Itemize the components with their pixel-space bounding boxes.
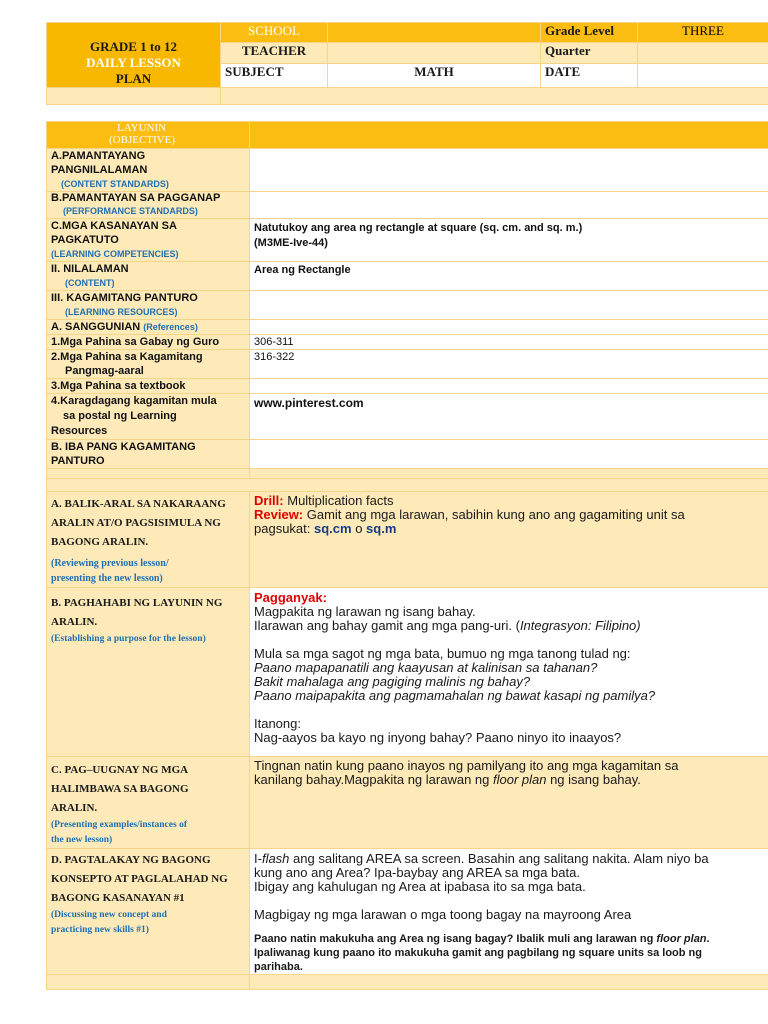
references-value[interactable]	[250, 320, 768, 335]
row-sublabel: (Discussing new concept and	[51, 910, 167, 920]
review-previous-lesson-content[interactable]	[250, 492, 768, 588]
row-label: Pangmag-aaral	[65, 365, 144, 377]
example-line-1: Tingnan natin kung paano inayos ng pamilyang ito ang mga kagamitan sa	[254, 758, 679, 773]
content-standards-value[interactable]	[250, 149, 768, 192]
header-table	[46, 22, 768, 105]
example-line-2c: ng isang bahay.	[546, 772, 641, 787]
teacher-label: TEACHER	[221, 43, 328, 63]
discussing-new-concept-content[interactable]	[250, 849, 768, 975]
row-sublabel: (PERFORMANCE STANDARDS)	[63, 206, 198, 216]
concept-line-5c: .	[706, 933, 710, 945]
learner-material-pages-value[interactable]: 316-322	[250, 350, 768, 379]
row-label: PAGKATUTO	[51, 234, 119, 246]
procedure-table	[46, 478, 768, 990]
teacher-guide-pages-label: 1.Mga Pahina sa Gabay ng Guro	[47, 335, 250, 350]
content-standards-label	[47, 149, 250, 192]
procedure-bottom-spacer-left	[47, 975, 250, 990]
review-text-2: pagsukat:	[254, 521, 314, 536]
learning-competencies-label	[47, 219, 250, 262]
title-line-3: PLAN	[115, 71, 152, 86]
content-value[interactable]: Area ng Rectangle	[250, 262, 768, 291]
row-label: 4.Karagdagang kagamitan mula	[51, 395, 217, 407]
learning-resources-value[interactable]	[250, 291, 768, 320]
motivation-line-2a: Ilarawan ang bahay gamit ang mga pang-uri. (	[254, 618, 520, 633]
review-label: Review:	[254, 507, 304, 522]
row-label: Resources	[51, 425, 108, 437]
row-label: PANTURO	[51, 455, 105, 467]
row-label: ARALIN.	[51, 616, 98, 628]
motivation-line-2b: Integrasyon: Filipino)	[519, 618, 641, 633]
concept-line-6: Ipaliwanag kung paano ito makukuha gamit ang pagbilang ng square units sa loob ng	[254, 947, 702, 959]
subject-value[interactable]: MATH	[328, 63, 541, 87]
row-label: PANGNILALAMAN	[51, 164, 148, 176]
row-sublabel: (Establishing a purpose for the lesson)	[51, 634, 206, 644]
row-sublabel: presenting the new lesson)	[51, 573, 163, 584]
drill-text: Multiplication facts	[283, 493, 394, 508]
concept-line-1b: flash	[261, 851, 290, 866]
teacher-guide-pages-value[interactable]: 306-311	[250, 335, 768, 350]
row-label: KONSEPTO AT PAGLALAHAD NG	[51, 873, 228, 885]
row-sublabel: practicing new skills #1)	[51, 925, 149, 935]
date-label: DATE	[541, 63, 638, 87]
quarter-label: Quarter	[541, 43, 638, 63]
discussing-new-concept-label	[47, 849, 250, 975]
competency-code: (M3ME-Ive-44)	[254, 237, 328, 249]
row-label: A. BALIK-ARAL SA NAKARAANG	[51, 498, 226, 510]
objective-heading-line2: (OBJECTIVE)	[109, 134, 175, 146]
concept-line-1c: ang salitang AREA sa screen. Basahin ang salitang nakita. Alam niyo ba	[289, 851, 709, 866]
row-label: sa postal ng Learning	[63, 410, 177, 422]
header-spacer-left	[47, 88, 221, 105]
row-label: D. PAGTALAKAY NG BAGONG	[51, 854, 211, 866]
row-label: ARALIN AT/O PAGSISIMULA NG	[51, 517, 221, 529]
references-label	[47, 320, 250, 335]
concept-line-3: Ibigay ang kahulugan ng Area at ipabasa ito sa mga bata.	[254, 879, 586, 894]
subject-label: SUBJECT	[221, 63, 328, 87]
concept-line-7: parihaba.	[254, 961, 303, 973]
or-text: o	[351, 521, 367, 536]
document-title	[47, 23, 221, 88]
row-label: B.PAMANTAYAN SA PAGGANAP	[51, 192, 221, 204]
row-label: B. IBA PANG KAGAMITANG	[51, 441, 196, 453]
row-label: A. SANGGUNIAN	[51, 321, 141, 333]
row-label: C.MGA KASANAYAN SA	[51, 220, 177, 232]
presenting-examples-content[interactable]	[250, 757, 768, 849]
review-previous-lesson-label	[47, 492, 250, 588]
row-label: 2.Mga Pahina sa Kagamitang	[51, 351, 203, 363]
motivation-line-1: Magpakita ng larawan ng isang bahay.	[254, 604, 476, 619]
row-sublabel: (LEARNING RESOURCES)	[65, 307, 178, 317]
date-value[interactable]	[638, 63, 768, 87]
establishing-purpose-label	[47, 588, 250, 757]
unit-sq-m: sq.m	[366, 521, 397, 536]
competency-text: Natutukoy ang area ng rectangle at square (sq. cm. and sq. m.)	[254, 222, 583, 234]
row-sublabel: (LEARNING COMPETENCIES)	[51, 249, 179, 259]
learning-competencies-value[interactable]	[250, 219, 768, 262]
additional-materials-value[interactable]: www.pinterest.com	[250, 394, 768, 440]
school-label: SCHOOL	[221, 23, 328, 43]
objective-heading	[47, 122, 250, 149]
textbook-pages-value[interactable]	[250, 379, 768, 394]
concept-line-1a: I-	[254, 851, 262, 866]
ask-question: Nag-aayos ba kayo ng inyong bahay? Paano ninyo ito inaayos?	[254, 730, 622, 745]
objective-heading-right	[250, 122, 768, 149]
concept-line-2: kung ano ang Area? Ipa-baybay ang AREA sa mga bata.	[254, 865, 580, 880]
row-label: HALIMBAWA SA BAGONG	[51, 783, 189, 795]
row-label: B. PAGHAHABI NG LAYUNIN NG	[51, 597, 223, 609]
grade-level-value[interactable]: THREE	[638, 23, 768, 43]
row-label: A.PAMANTAYANG	[51, 150, 146, 162]
title-line-1: GRADE 1 to 12	[89, 39, 178, 54]
row-sublabel: (References)	[143, 322, 198, 332]
drill-label: Drill:	[254, 493, 284, 508]
header-spacer-right	[221, 88, 768, 105]
row-sublabel: (CONTENT STANDARDS)	[61, 179, 169, 189]
learning-resources-label	[47, 291, 250, 320]
procedure-top-spacer	[47, 479, 768, 492]
row-sublabel: (Presenting examples/instances of	[51, 820, 187, 830]
row-sublabel: (Reviewing previous lesson/	[51, 558, 169, 569]
row-label: C. PAG–UUGNAY NG MGA	[51, 764, 189, 776]
row-label: BAGONG ARALIN.	[51, 536, 149, 548]
question-3: Paano maipapakita ang pagmamahalan ng bawat kasapi ng pamilya?	[254, 688, 656, 703]
school-value[interactable]	[328, 23, 541, 43]
ask-label: Itanong:	[254, 716, 301, 731]
establishing-purpose-content[interactable]	[250, 588, 768, 757]
performance-standards-value[interactable]	[250, 192, 768, 219]
review-text: Gamit ang mga larawan, sabihin kung ano ang gagamiting unit sa	[303, 507, 685, 522]
unit-sq-cm: sq.cm	[314, 521, 352, 536]
learner-material-pages-label	[47, 350, 250, 379]
objective-heading-line1: LAYUNIN	[117, 122, 167, 134]
other-materials-value[interactable]	[250, 440, 768, 469]
row-label: ARALIN.	[51, 802, 98, 814]
row-label: II. NILALAMAN	[51, 263, 129, 275]
procedure-bottom-spacer-right	[250, 975, 768, 990]
example-line-2a: kanilang bahay.Magpakita ng larawan ng	[254, 772, 493, 787]
teacher-value[interactable]	[328, 43, 541, 63]
question-1: Paano mapapanatili ang kaayusan at kalinisan sa tahanan?	[254, 660, 598, 675]
concept-line-5a: Paano natin makukuha ang Area ng isang bagay? Ibalik muli ang larawan ng	[254, 933, 657, 945]
content-label	[47, 262, 250, 291]
question-2: Bakit mahalaga ang pagiging malinis ng bahay?	[254, 674, 531, 689]
objectives-table	[46, 121, 768, 486]
row-sublabel: the new lesson)	[51, 835, 113, 845]
textbook-pages-label: 3.Mga Pahina sa textbook	[47, 379, 250, 394]
concept-line-5b: floor plan	[656, 933, 707, 945]
row-label: BAGONG KASANAYAN #1	[51, 892, 185, 904]
motivation-line-3: Mula sa mga sagot ng mga bata, bumuo ng mga tanong tulad ng:	[254, 646, 631, 661]
grade-level-label: Grade Level	[541, 23, 638, 43]
performance-standards-label	[47, 192, 250, 219]
additional-materials-label	[47, 394, 250, 440]
row-label: III. KAGAMITANG PANTURO	[51, 292, 198, 304]
motivation-heading: Pagganyak:	[254, 590, 327, 605]
example-line-2b: floor plan	[492, 772, 547, 787]
row-sublabel: (CONTENT)	[65, 278, 115, 288]
other-materials-label	[47, 440, 250, 469]
title-line-2: DAILY LESSON	[86, 55, 181, 70]
quarter-value[interactable]	[638, 43, 768, 63]
concept-line-4: Magbigay ng mga larawan o mga toong bagay na mayroong Area	[254, 907, 632, 922]
presenting-examples-label	[47, 757, 250, 849]
